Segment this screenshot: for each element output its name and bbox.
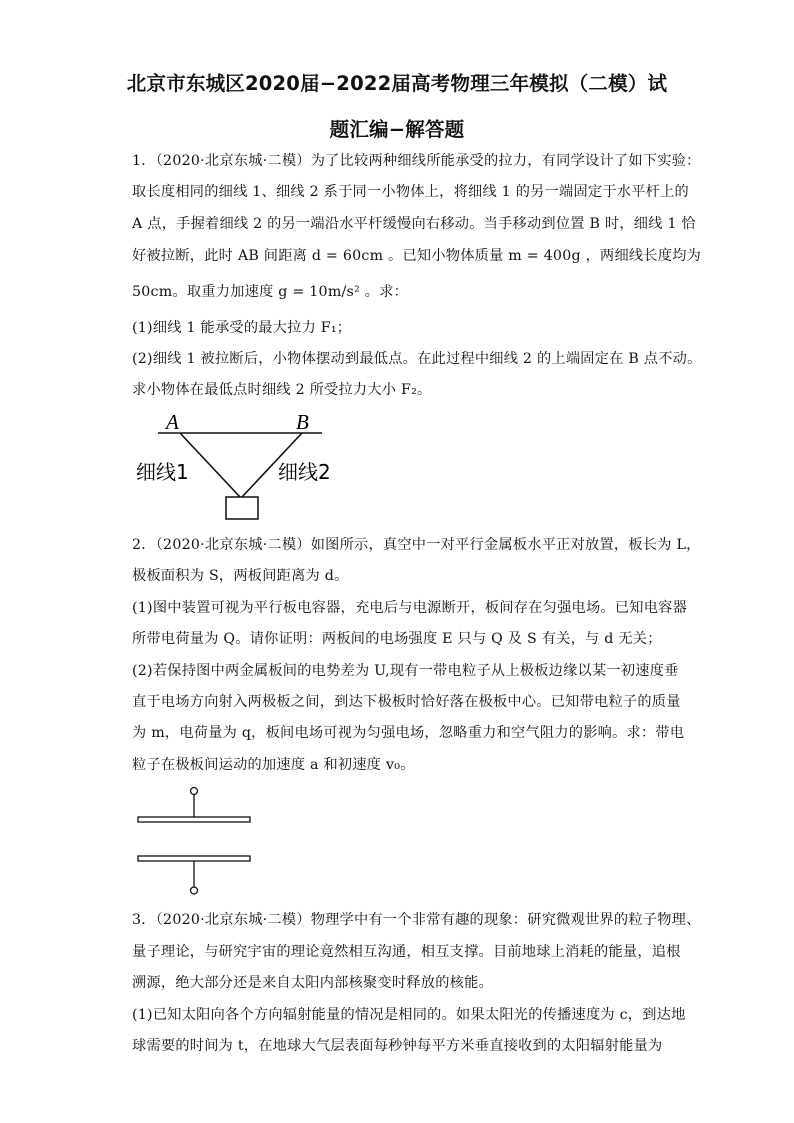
document-title-line1: 北京市东城区2020届−2022届高考物理三年模拟（二模）试: [126, 72, 668, 95]
string-1-label: 细线1: [136, 460, 189, 484]
bottom-terminal: [191, 887, 198, 894]
q1-line: 求小物体在最低点时细线 2 所受拉力大小 F₂。: [132, 382, 432, 398]
q3-line: 量子理论，与研究宇宙的理论竟然相互沟通，相互支撑。目前地球上消耗的能量，追根: [132, 944, 681, 960]
q1-line: (2)细线 1 被拉断后，小物体摆动到最低点。在此过程中细线 2 的上端固定在 B 点不动。: [132, 351, 702, 367]
string-1: [180, 433, 240, 497]
q3-line: (1)已知太阳向各个方向辐射能量的情况是相同的。如果太阳光的传播速度为 c，到达地: [132, 1007, 686, 1023]
q1-line: 1．（2020·北京东城·二模）为了比较两种细线所能承受的拉力，有同学设计了如下实验：: [132, 153, 701, 169]
q3-line: 球需要的时间为 t，在地球大气层表面每秒钟每平方米垂直接收到的太阳辐射能量为: [132, 1038, 663, 1054]
upper-plate: [138, 817, 250, 822]
q3-line: 溯源，绝大部分还是来自太阳内部核聚变时释放的核能。: [132, 975, 493, 991]
q1-line: 取长度相同的细线 1、细线 2 系于同一小物体上，将细线 1 的另一端固定于水平杆上的: [132, 184, 689, 200]
lower-plate: [138, 856, 250, 861]
q2-line: 所带电荷量为 Q。请你证明：两板间的电场强度 E 只与 Q 及 S 有关，与 d 无关；: [132, 631, 662, 647]
small-block: [226, 497, 258, 519]
q2-line: 直于电场方向射入两极板之间，到达下极板时恰好落在极板中心。已知带电粒子的质量: [132, 694, 681, 710]
q1-line: 50cm。取重力加速度 g = 10m/s² 。求：: [132, 284, 409, 300]
document-title-line2: 题汇编−解答题: [329, 118, 465, 141]
q2-line: 粒子在极板间运动的加速度 a 和初速度 v₀。: [132, 757, 415, 773]
parallel-plate-figure: [130, 780, 260, 900]
q2-line: 2．（2020·北京东城·二模）如图所示，真空中一对平行金属板水平正对放置，板长为 L，: [132, 537, 701, 553]
string-tension-figure: [130, 405, 350, 530]
q2-line: (2)若保持图中两金属板间的电势差为 U,现有一带电粒子从上极板边缘以某一初速度垂: [132, 663, 679, 679]
q1-line: (1)细线 1 能承受的最大拉力 F₁；: [132, 320, 352, 336]
q2-line: (1)图中装置可视为平行板电容器，充电后与电源断开，板间存在匀强电场。已知电容器: [132, 600, 688, 616]
q2-line: 为 m，电荷量为 q，板间电场可视为匀强电场，忽略重力和空气阻力的影响。求：带电: [132, 725, 685, 741]
point-a-label: A: [166, 410, 179, 434]
q3-line: 3．（2020·北京东城·二模）物理学中有一个非常有趣的现象：研究微观世界的粒子物理、: [132, 912, 701, 928]
q2-line: 极板面积为 S，两板间距离为 d。: [132, 568, 349, 584]
q1-line: A 点，手握着细线 2 的另一端沿水平杆缓慢向右移动。当手移动到位置 B 时，细线 1 恰: [132, 216, 696, 232]
string-2-label: 细线2: [278, 460, 331, 484]
top-terminal: [191, 788, 198, 795]
q1-line: 好被拉断，此时 AB 间距离 d = 60cm 。已知小物体质量 m = 400g ，两细线长度均为: [132, 248, 702, 264]
point-b-label: B: [296, 410, 309, 434]
